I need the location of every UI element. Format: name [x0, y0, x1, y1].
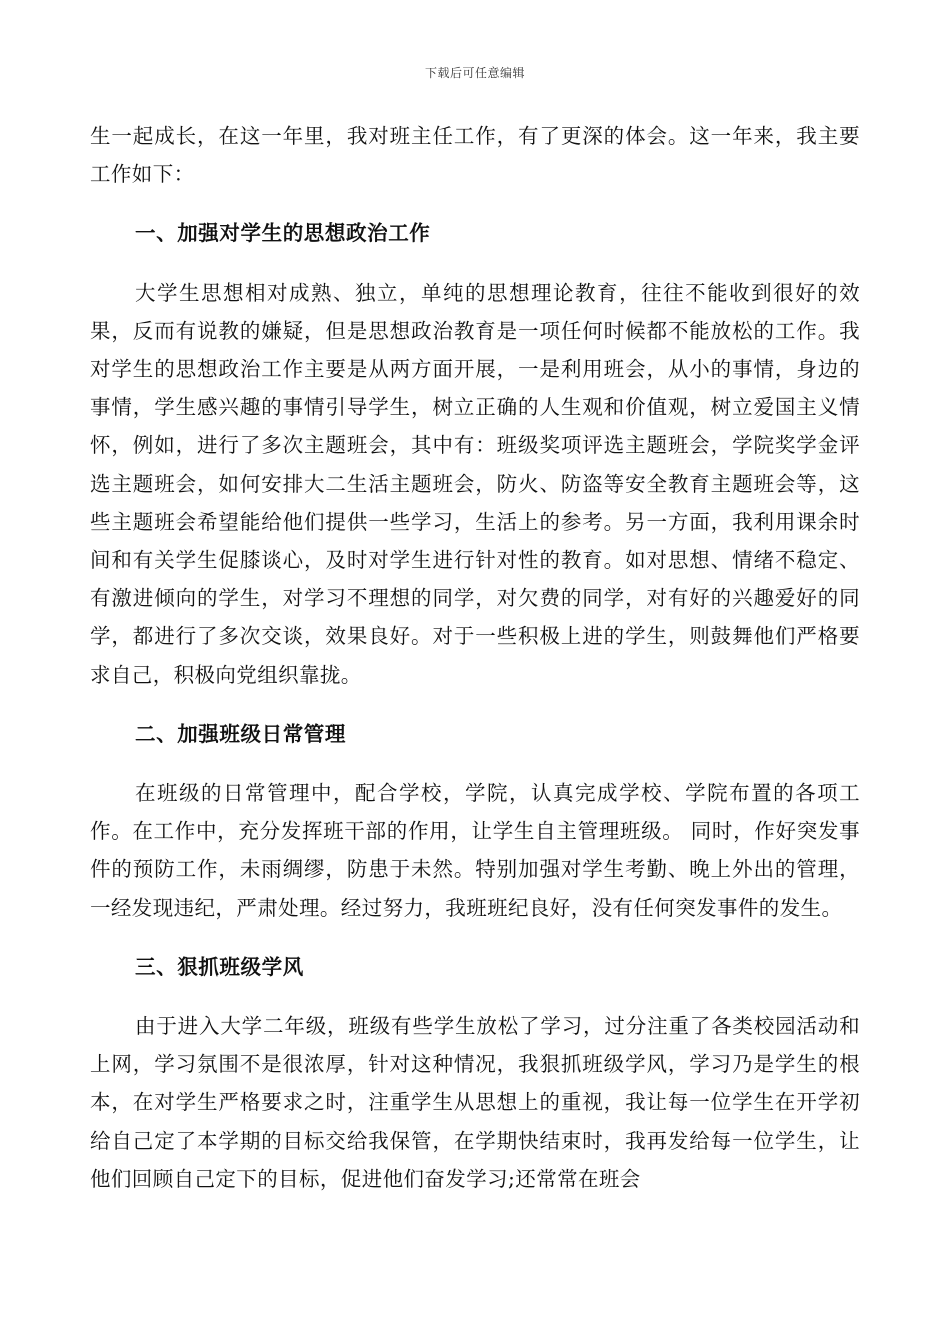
section-heading-3: 三、狠抓班级学风	[135, 954, 304, 979]
intro-paragraph: 生一起成长，在这一年里，我对班主任工作，有了更深的体会。这一年来，我主要工作如下：	[90, 124, 860, 187]
page-header: 下载后可任意编辑	[424, 66, 525, 80]
section-body-2: 在班级的日常管理中，配合学校，学院，认真完成学校、学院布置的各项工作。在工作中，充分发挥班干部的作用，让学生自主管理班级。 同时，作好突发事件的预防工作，未雨绸缪，防患于未然。特别加强对学生考勤、晚上外出的管理，一经发现违纪，严肃处理。经过努力，我班班纪良好，没有任何突发事件的发生。	[90, 781, 860, 920]
section-heading-2: 二、加强班级日常管理	[135, 721, 346, 746]
section-body-1: 大学生思想相对成熟、独立，单纯的思想理论教育，往往不能收到很好的效果，反而有说教的嫌疑，但是思想政治教育是一项任何时候都不能放松的工作。我对学生的思想政治工作主要是从两方面开展，一是利用班会，从小的事情，身边的事情，学生感兴趣的事情引导学生，树立正确的人生观和价值观，树立爱国主义情怀，例如，进行了多次主题班会，其中有：班级奖项评选主题班会，学院奖学金评选主题班会，如何安排大二生活主题班会，防火、防盗等安全教育主题班会等，这些主题班会希望能给他们提供一些学习，生活上的参考。另一方面，我利用课余时间和有关学生促膝谈心，及时对学生进行针对性的教育。如对思想、情绪不稳定、有激进倾向的学生，对学习不理想的同学，对欠费的同学，对有好的兴趣爱好的同学，都进行了多次交谈，效果良好。对于一些积极上进的学生，则鼓舞他们严格要求自己，积极向党组织靠拢。	[90, 280, 860, 687]
section-body-3: 由于进入大学二年级，班级有些学生放松了学习，过分注重了各类校园活动和上网，学习氛围不是很浓厚，针对这种情况，我狠抓班级学风，学习乃是学生的根本，在对学生严格要求之时，注重学生从思想上的重视，我让每一位学生在开学初给自己定了本学期的目标交给我保管，在学期快结束时，我再发给每一位学生，让他们回顾自己定下的目标，促进他们奋发学习;还常常在班会	[90, 1014, 860, 1191]
section-heading-1: 一、加强对学生的思想政治工作	[135, 221, 431, 246]
document-body	[90, 117, 860, 1198]
